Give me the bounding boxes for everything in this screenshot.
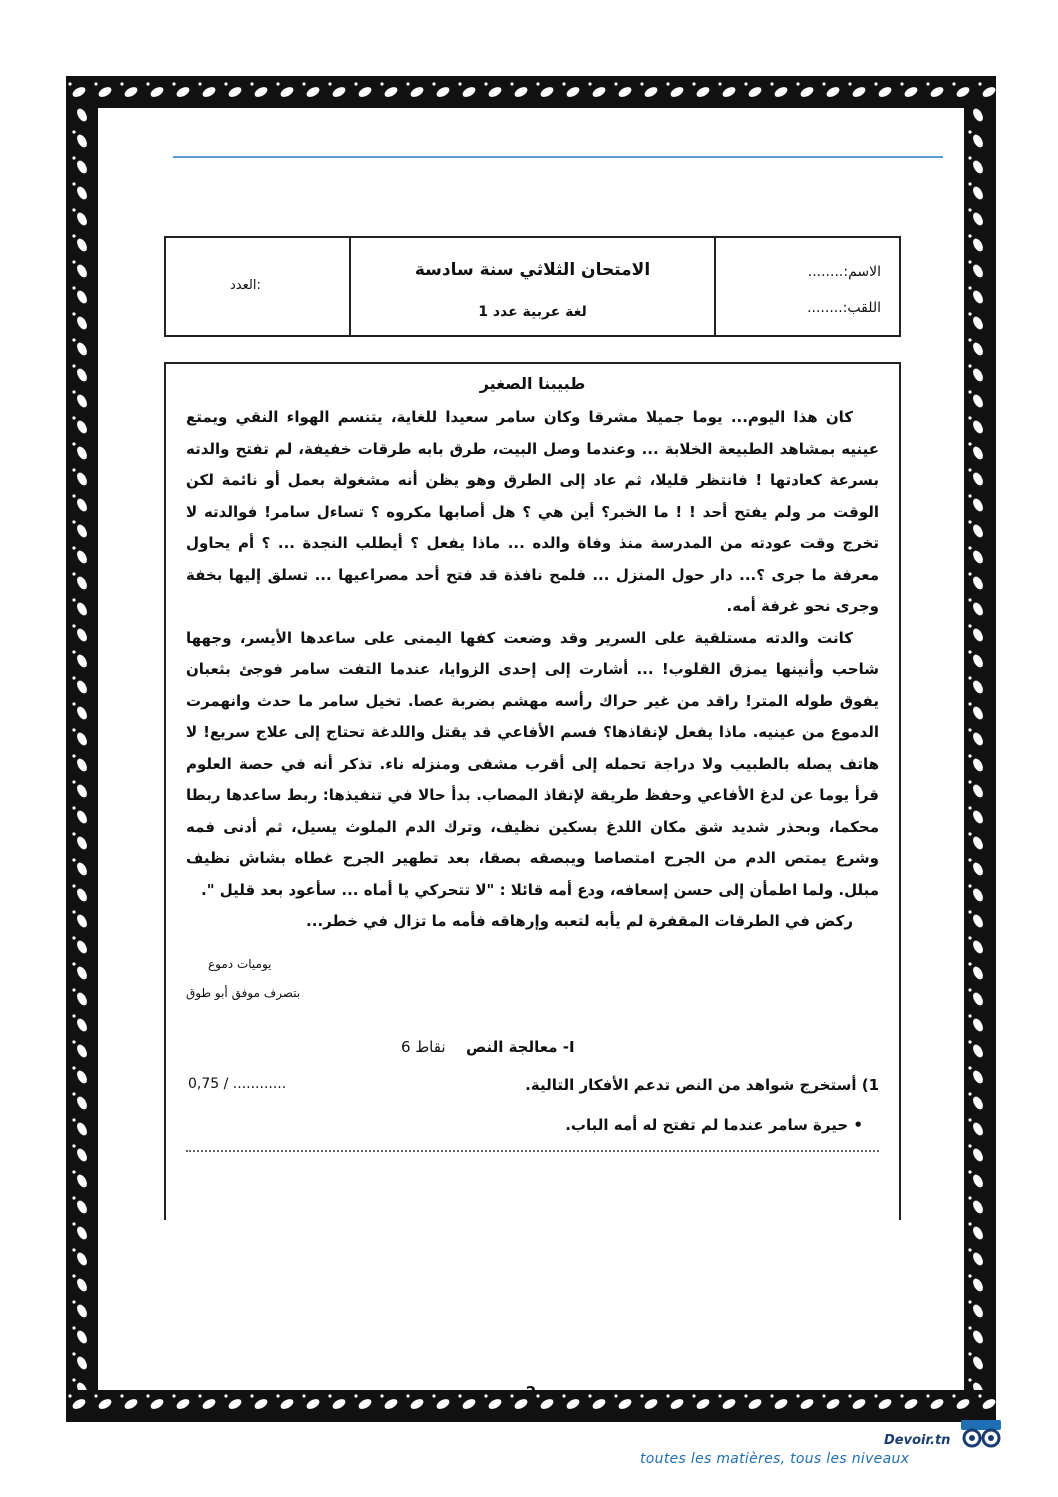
question-1-bullet: • حيرة سامر عندما لم تفتح له أمه الباب.	[565, 1116, 863, 1134]
title-cell	[351, 238, 716, 335]
question-1-score: 0,75 / ............	[188, 1076, 287, 1092]
exam-header	[164, 236, 901, 337]
name-field: الاسم:........	[807, 264, 881, 280]
story-text	[186, 402, 879, 938]
section-points: 6 نقاط	[401, 1038, 446, 1056]
section-title: I- معالجة النص	[466, 1038, 575, 1056]
page-number: 2	[525, 1383, 537, 1401]
decorative-border	[66, 76, 996, 1422]
question-1: 1) أستخرج شواهد من النص تدعم الأفكار التالية.	[525, 1076, 879, 1094]
reading-passage-box	[164, 362, 901, 1220]
story-paragraph: كانت والدته مستلقية على السرير وقد وضعت كفها اليمنى على ساعدها الأيسر، وجهها شاحب وأنينها يمزق القلوب! ... أشارت إلى إحدى الزوايا، عندما التفت سامر فوجئ بثعبان يفوق طوله المتر! راقد من غير حراك رأسه مهشم بضربة عصا. تخيل سامر ما حدث وانهمرت الدموع من عينيه. ماذا يفعل لإنقاذها؟ فسم الأفاعي قد يقتل واللدغة تحتاج إلى علاج سريع! لا هاتف يصله بالطبيب ولا دراجة تحمله إلى أقرب مشفى ومنزله ناء. تذكر أنه في حصة العلوم قرأ يوما عن لدغ الأفاعي وحفظ طريقة لإنقاذ المصاب. بدأ حالا في تنفيذها: ربط ساعدها ربطا محكما، وبحذر شديد شق مكان اللدغ بسكين نظيف، وترك الدم الملوث يسيل، ثم أدنى فمه وشرع يمتص الدم من الجرح امتصاصا ويبصقه بصقا، بعد تطهير الجرح غطاه بشاش نظيف مبلل. ولما اطمأن إلى حسن إسعافه، ودع أمه قائلا : "لا تتحركي يا أماه ... سأعود بعد قليل ".	[186, 628, 879, 899]
story-title: طبيبنا الصغير	[479, 374, 586, 393]
source-author: بتصرف موفق أبو طوق	[186, 986, 301, 1000]
watermark-name: Devoir.tn	[884, 1433, 951, 1448]
surname-field: اللقب:........	[807, 300, 881, 316]
watermark-tagline: toutes les matières, tous les niveaux	[640, 1451, 910, 1467]
exam-title: الامتحان الثلاثي سنة سادسة	[414, 260, 651, 280]
header-rule	[173, 156, 943, 158]
source-book: يوميات دموع	[208, 957, 272, 971]
glasses-logo-icon	[958, 1418, 1006, 1450]
exam-subtitle: لغة عربية عدد 1	[478, 304, 587, 320]
score-cell	[166, 238, 351, 335]
student-cell	[716, 238, 899, 335]
score-label: العدد:	[230, 278, 261, 293]
story-paragraph: كان هذا اليوم... يوما جميلا مشرقا وكان سامر سعيدا للغاية، يتنسم الهواء النقي ويمتع عينيه بمشاهد الطبيعة الخلابة ... وعندما وصل البيت، طرق بابه طرقات خفيفة، لم تفتح والدته بسرعة كعادتها ! فانتظر قليلا، ثم عاد إلى الطرق وهو يظن أنه مشغولة بعمل أو نائمة لكن الوقت مر ولم يفتح أحد ! ! ما الخبر؟ أين هي ؟ هل أصابها مكروه ؟ تساءل سامر! فوالدته لا تخرج وقت عودته من المدرسة منذ وفاة والده ... ماذا يفعل ؟ أيطلب النجدة ... ؟ أم يحاول معرفة ما جرى ؟... دار حول المنزل ... فلمح نافذة قد فتح أحد مصراعيها ... تسلق إليها بخفة وجرى نحو غرفة أمه.	[186, 408, 879, 615]
story-paragraph: ركض في الطرقات المقفرة لم يأبه لتعبه وإرهاقه فأمه ما تزال في خطر...	[306, 912, 853, 930]
answer-line[interactable]	[186, 1150, 879, 1152]
